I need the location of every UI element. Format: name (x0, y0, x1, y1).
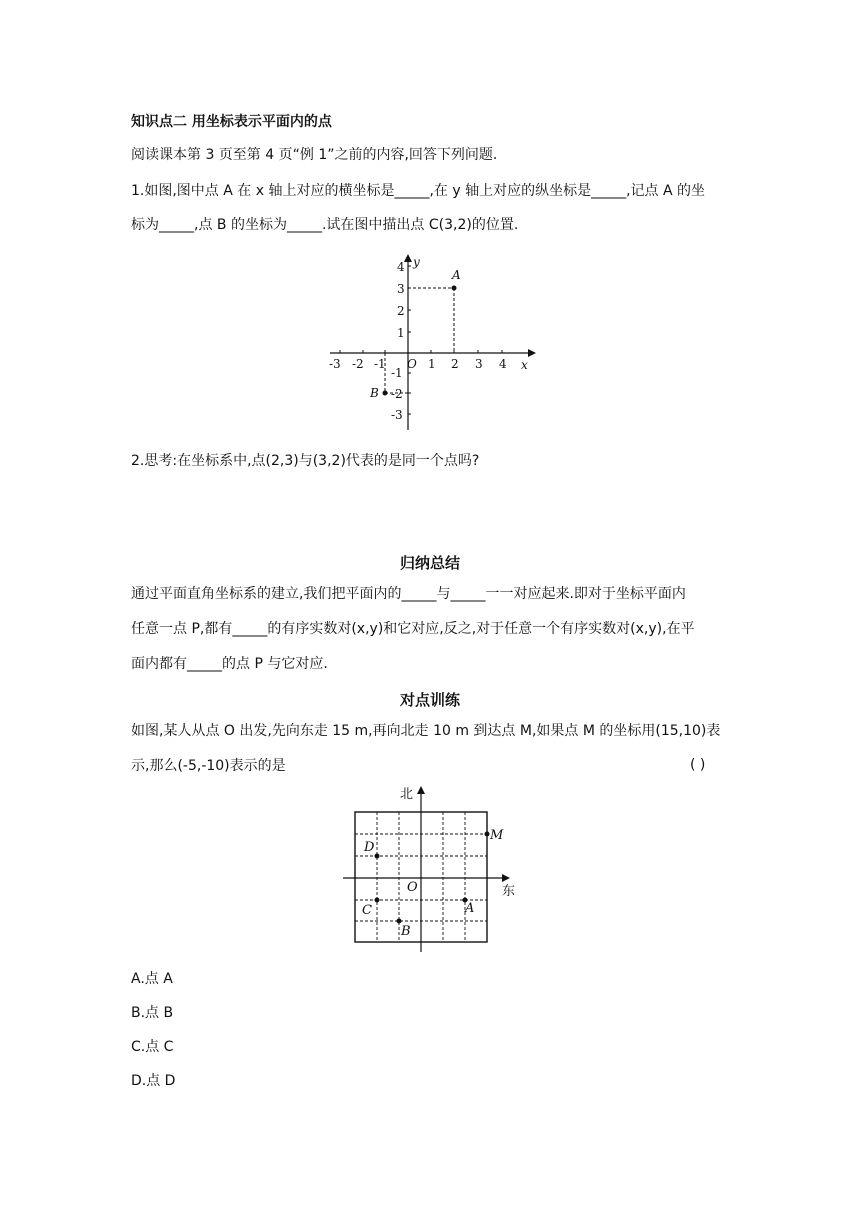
y-tick-label: -2 (391, 387, 403, 401)
point-b-label: B (401, 924, 411, 939)
x-tick-label: 2 (451, 357, 459, 371)
answer-parentheses: ( ) (690, 757, 706, 773)
y-axis-label: y (413, 255, 420, 269)
y-tick-label: -3 (391, 408, 403, 422)
point-m-label: M (490, 828, 504, 843)
y-tick-label: 4 (397, 260, 405, 274)
intro-text: 阅读课本第 3 页至第 4 页“例 1”之前的内容,回答下列问题. (131, 147, 498, 163)
y-tick-label: -1 (391, 366, 403, 380)
point-a-label: A (452, 268, 461, 282)
option-b[interactable]: B.点 B (131, 1005, 174, 1021)
point-a-dot (452, 286, 457, 291)
point-m-dot (485, 832, 490, 837)
north-label: 北 (400, 787, 414, 802)
y-tick-label: 3 (397, 282, 405, 296)
point-b-label: B (370, 386, 379, 400)
point-c-dot (375, 898, 380, 903)
origin-label: O (407, 880, 418, 895)
coordinate-figure-1 (325, 252, 540, 432)
practice-title: 对点训练 (399, 691, 460, 709)
summary-title: 归纳总结 (399, 554, 460, 572)
option-c[interactable]: C.点 C (131, 1039, 174, 1055)
question-1-line-1: 1.如图,图中点 A 在 x 轴上对应的横坐标是_____,在 y 轴上对应的纵坐标是_____,记点 A 的坐 (131, 183, 706, 199)
x-tick-label: -1 (374, 357, 386, 371)
practice-line-2: 示,那么(-5,-10)表示的是 (131, 758, 286, 774)
option-a[interactable]: A.点 A (131, 971, 173, 987)
x-tick-label: -3 (329, 357, 341, 371)
summary-line-2: 任意一点 P,都有_____的有序实数对(x,y)和它对应,反之,对于任意一个有序实数对(x,y),在平 (131, 621, 695, 637)
grid-map-figure (340, 782, 530, 954)
east-label: 东 (502, 884, 516, 899)
x-tick-label: 3 (475, 357, 483, 371)
section-title: 知识点二 用坐标表示平面内的点 (131, 114, 332, 130)
question-1-line-2: 标为_____,点 B 的坐标为_____.试在图中描出点 C(3,2)的位置. (131, 217, 519, 233)
point-a-label: A (465, 901, 475, 916)
point-c-label: C (362, 903, 372, 918)
point-d-label: D (364, 840, 375, 855)
question-2: 2.思考:在坐标系中,点(2,3)与(3,2)代表的是同一个点吗? (131, 453, 480, 469)
y-tick-label: 2 (397, 304, 405, 318)
summary-line-1: 通过平面直角坐标系的建立,我们把平面内的_____与_____一一对应起来.即对于坐标平面内 (131, 586, 686, 602)
x-tick-label: 1 (428, 357, 436, 371)
point-d-dot (375, 854, 380, 859)
origin-label: O (407, 357, 417, 371)
summary-line-3: 面内都有_____的点 P 与它对应. (131, 656, 328, 672)
point-b-dot (383, 391, 388, 396)
option-d[interactable]: D.点 D (131, 1073, 176, 1089)
x-axis-label: x (521, 358, 528, 372)
x-tick-label: 4 (499, 357, 507, 371)
x-tick-label: -2 (352, 357, 364, 371)
point-b-dot (397, 919, 402, 924)
y-tick-label: 1 (397, 326, 405, 340)
practice-line-1: 如图,某人从点 O 出发,先向东走 15 m,再向北走 10 m 到达点 M,如果点 M 的坐标用(15,10)表 (131, 723, 721, 739)
